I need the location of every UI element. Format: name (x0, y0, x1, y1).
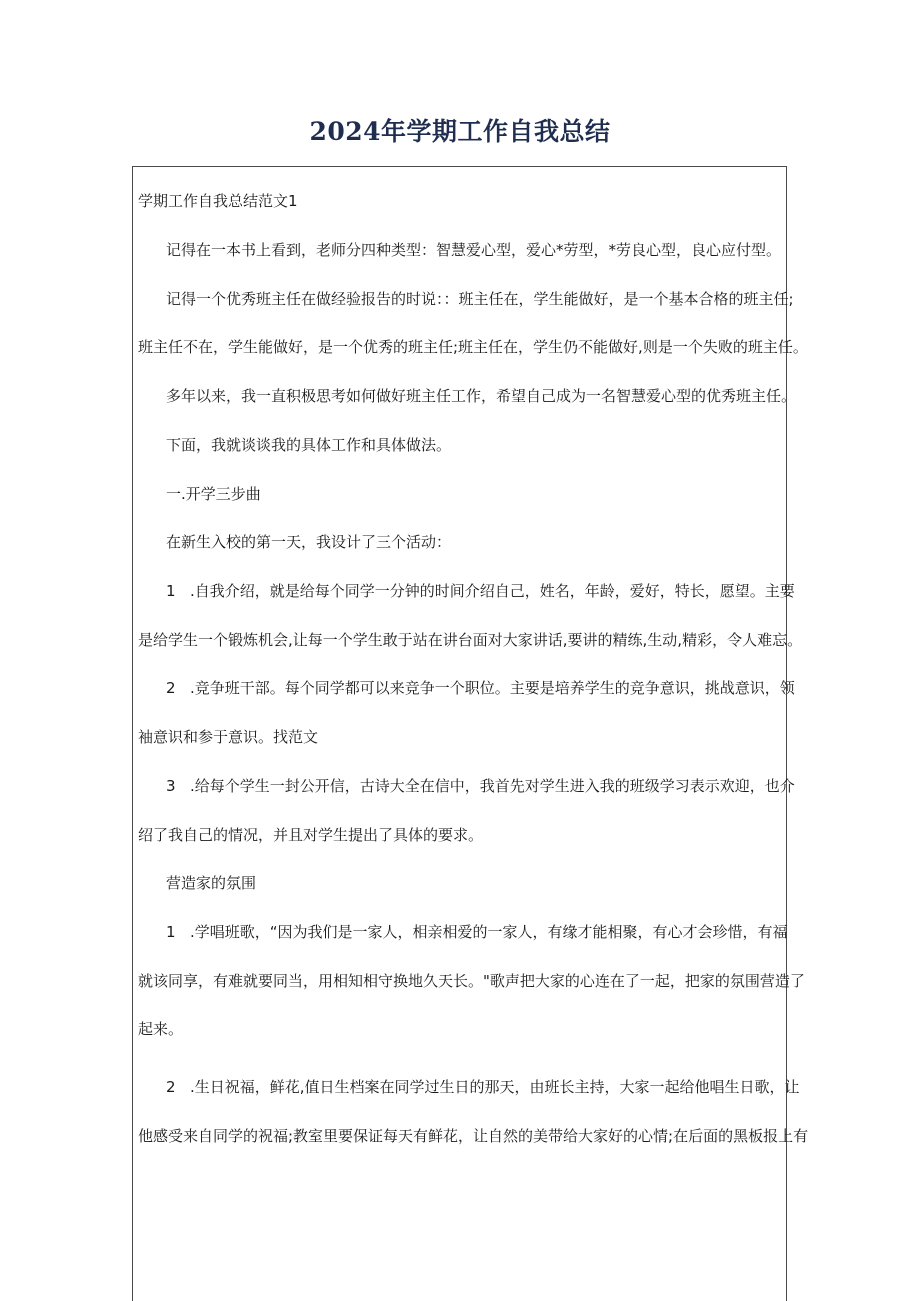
list-item-text: .生日祝福，鲜花,值日生档案在同学过生日的那天，由班长主持，大家一起给他唱生日歌，让 (190, 1078, 800, 1096)
section-heading: 学期工作自我总结范文1 (138, 192, 298, 210)
list-item (166, 581, 795, 601)
subheading: 一.开学三步曲 (166, 485, 261, 503)
paragraph-line: 班主任不在，学生能做好，是一个优秀的班主任;班主任在，学生仍不能做好,则是一个失败的班主任。 (138, 338, 808, 356)
paragraph-line: 在新生入校的第一天，我设计了三个活动： (166, 533, 452, 551)
paragraph-line: 就该同享，有难就要同当，用相知相守换地久天长。"歌声把大家的心连在了一起，把家的氛围营造了 (138, 972, 805, 990)
paragraph-line: 记得在一本书上看到，老师分四种类型：智慧爱心型，爱心*劳型，*劳良心型，良心应付型。 (166, 241, 782, 259)
document-title: 2024年学期工作自我总结 (309, 117, 611, 146)
paragraph-line: 多年以来，我一直积极思考如何做好班主任工作，希望自己成为一名智慧爱心型的优秀班主任。 (166, 387, 797, 405)
paragraph-line: 袖意识和参于意识。找范文 (138, 728, 319, 746)
list-item-text: .学唱班歌，“因为我们是一家人，相亲相爱的一家人，有缘才能相聚，有心才会珍惜，有福 (190, 923, 788, 941)
list-item-text: .竞争班干部。每个同学都可以来竞争一个职位。主要是培养学生的竞争意识，挑战意识，领 (190, 679, 795, 697)
paragraph-line: 是给学生一个锻炼机会,让每一个学生敢于站在讲台面对大家讲话,要讲的精练,生动,精彩，令人难忘。 (138, 631, 803, 649)
list-number: 2 (166, 1078, 176, 1096)
list-number: 3 (166, 777, 176, 795)
list-number: 1 (166, 582, 176, 600)
paragraph-line: 绍了我自己的情况，并且对学生提出了具体的要求。 (138, 826, 484, 844)
list-item (166, 922, 786, 942)
list-item (166, 678, 795, 698)
list-item-text: .给每个学生一封公开信，古诗大全在信中，我首先对学生进入我的班级学习表示欢迎，也介 (190, 777, 795, 795)
paragraph-line: 记得一个优秀班主任在做经验报告的时说：：班主任在，学生能做好，是一个基本合格的班主任; (166, 290, 794, 308)
list-number: 1 (166, 923, 176, 941)
subheading: 营造家的氛围 (166, 874, 257, 892)
list-item (166, 1077, 800, 1097)
paragraph-line: 下面，我就谈谈我的具体工作和具体做法。 (166, 436, 452, 454)
paragraph-line: 他感受来自同学的祝福;教室里要保证每天有鲜花，让自然的美带给大家好的心情;在后面的黑板报上有 (138, 1127, 809, 1145)
list-number: 2 (166, 679, 176, 697)
list-item (166, 776, 795, 796)
list-item-text: .自我介绍，就是给每个同学一分钟的时间介绍自己，姓名，年龄，爱好，特长，愿望。主要 (190, 582, 795, 600)
paragraph-line: 起来。 (138, 1020, 184, 1038)
